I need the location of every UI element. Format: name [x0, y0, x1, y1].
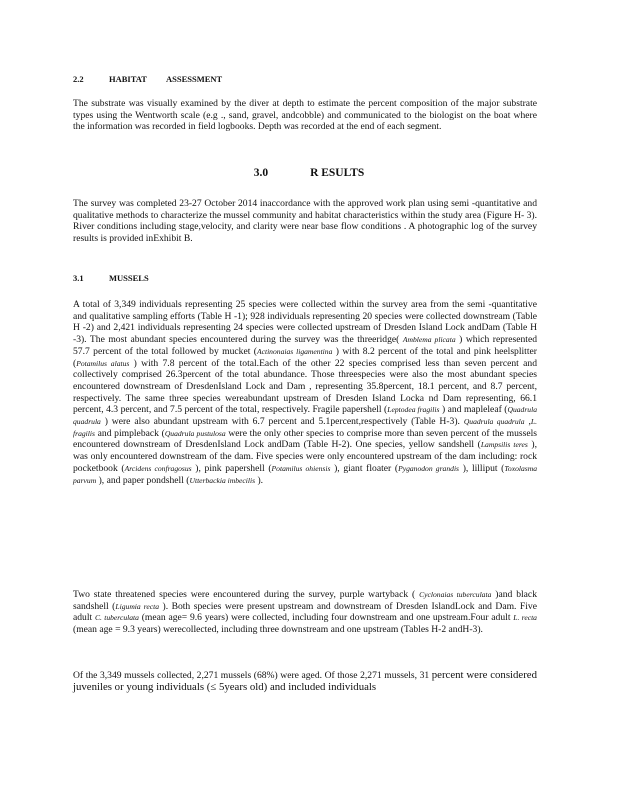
habitat-paragraph: The substrate was visually examined by the diver at depth to estimate the percent composition of the major substrate types using the Wentworth scale (e.g ., sand, gravel, andcobble) and communicated to the biologist on the boat where the information was recorded in field logbooks. Depth was recorded at the end of each segment. — [73, 98, 537, 133]
species-name: Quadrula pustulosa — [164, 428, 226, 438]
species-name: Toxolasma parvum — [73, 463, 538, 485]
section-number: 3.0 — [253, 167, 269, 179]
species-name: Ligumia recta — [115, 601, 160, 611]
section-title-2: ASSESSMENT — [166, 74, 223, 84]
species-name: Utterbackia imbecilis — [189, 475, 256, 485]
mussels-paragraph-2: Two state threatened species were encountered during the survey, purple wartyback ( Cyclonaias tuberculata )and black sandshell (Ligumia recta ). Both species were present upstream and downstream of Dresden IslandLock and Dam. Five adult C. tuberculata (mean age= 9.6 years) were collected, including four downstream and one upstream.Four adult L. recta (mean age = 9.3 years) werecollected, including three downstream and one upstream (Tables H-2 andH-3). — [73, 589, 537, 636]
results-paragraph: The survey was completed 23-27 October 2014 inaccordance with the approved work plan using semi -quantitative and qualitative methods to characterize the mussel community and habitat characteristics within the study area (Figure H- 3). River conditions including stage,velocity, and clarity were near base flow conditions . A photographic log of the survey results is provided inExhibit B. — [73, 198, 537, 245]
section-number: 3.1 — [73, 273, 84, 283]
species-name: Cyclonaias tuberculata — [419, 590, 492, 599]
section-number: 2.2 — [73, 74, 84, 84]
section-heading-mussels — [73, 273, 149, 283]
species-name: Pyganodon grandis — [398, 463, 460, 473]
section-title: R ESULTS — [310, 167, 365, 179]
species-name: Quadrula quadrula — [463, 417, 525, 427]
species-name: Potamilus alatus — [76, 358, 130, 368]
species-name: L. fragilis — [73, 417, 537, 438]
species-name: Quadrula quadrula — [73, 405, 538, 427]
section-heading-results — [0, 167, 618, 179]
section-title: MUSSELS — [109, 273, 149, 283]
mussels-paragraph-1: A total of 3,349 individuals representing 25 species were collected within the survey area from the semi -quantitative and qualitative sampling efforts (Table H -1); 928 individuals representing 20 species were collected downstream (Table H -2) and 2,421 individuals representing 24 species were collected upstream of Dresden Island Lock andDam (Table H -3). The most abundant species encountered during the survey was the threeridge( Amblema plicata ) which represented 57.7 percent of the total followed by mucket (Actinonaias ligamentina ) with 8.2 percent of the total and pink heelsplitter (Potamilus alatus ) with 7.8 percent of the total.Each of the other 22 species comprised less than seven percent and collectively comprised 26.3percent of the total abundance. Those threespecies were also the most abundant species encountered downstream of DresdenIsland Lock and Dam , representing 35.8percent, 18.1 percent, and 8.7 percent, respectively. The same three species wereabundant upstream of Dresden Island Locka nd Dam representing, 66.1 percent, 4.3 percent, and 7.5 percent of the total, respectively. Fragile papershell (Leptodea fragilis ) and mapleleaf (Quadrula quadrula ) were also abundant upstream with 6.7 percent and 5.1percent,respectively (Table H-3). Quadrula quadrula ,L. fragilis and pimpleback (Quadrula pustulosa were the only other species to comprise more than seven percent of the mussels encountered downstream of DresdenIsland Lock andDam (Table H-2). One species, yellow sandshell (Lampsilis teres ), was only encountered downstream of the dam. Five species were only encountered upstream of the dam including: rock pocketbook (Arcidens confragosus ), pink papershell (Potamilus ohiensis ), giant floater (Pyganodon grandis ), lilliput (Toxolasma parvum ), and paper pondshell (Utterbackia imbecilis ). — [73, 299, 538, 486]
species-name: Lampsilis teres — [480, 440, 528, 450]
species-name: C. tuberculata — [94, 613, 139, 623]
species-name: Amblema plicata — [402, 335, 456, 345]
section-heading-habitat — [73, 74, 222, 84]
species-name: Actinonaias ligamentina — [256, 346, 333, 356]
species-name: L. recta — [513, 613, 537, 623]
section-title: HABITAT — [109, 74, 147, 84]
species-name: Potamilus ohiensis — [271, 463, 331, 473]
species-name: Arcidens confragosus — [124, 463, 192, 473]
species-name: Leptodea fragilis — [387, 405, 440, 415]
mussels-paragraph-3: Of the 3,349 mussels collected, 2,271 mussels (68%) were aged. Of those 2,271 mussels, 31 percent were considered juveniles or young individuals (≤ 5years old) and included individuals — [73, 669, 537, 693]
